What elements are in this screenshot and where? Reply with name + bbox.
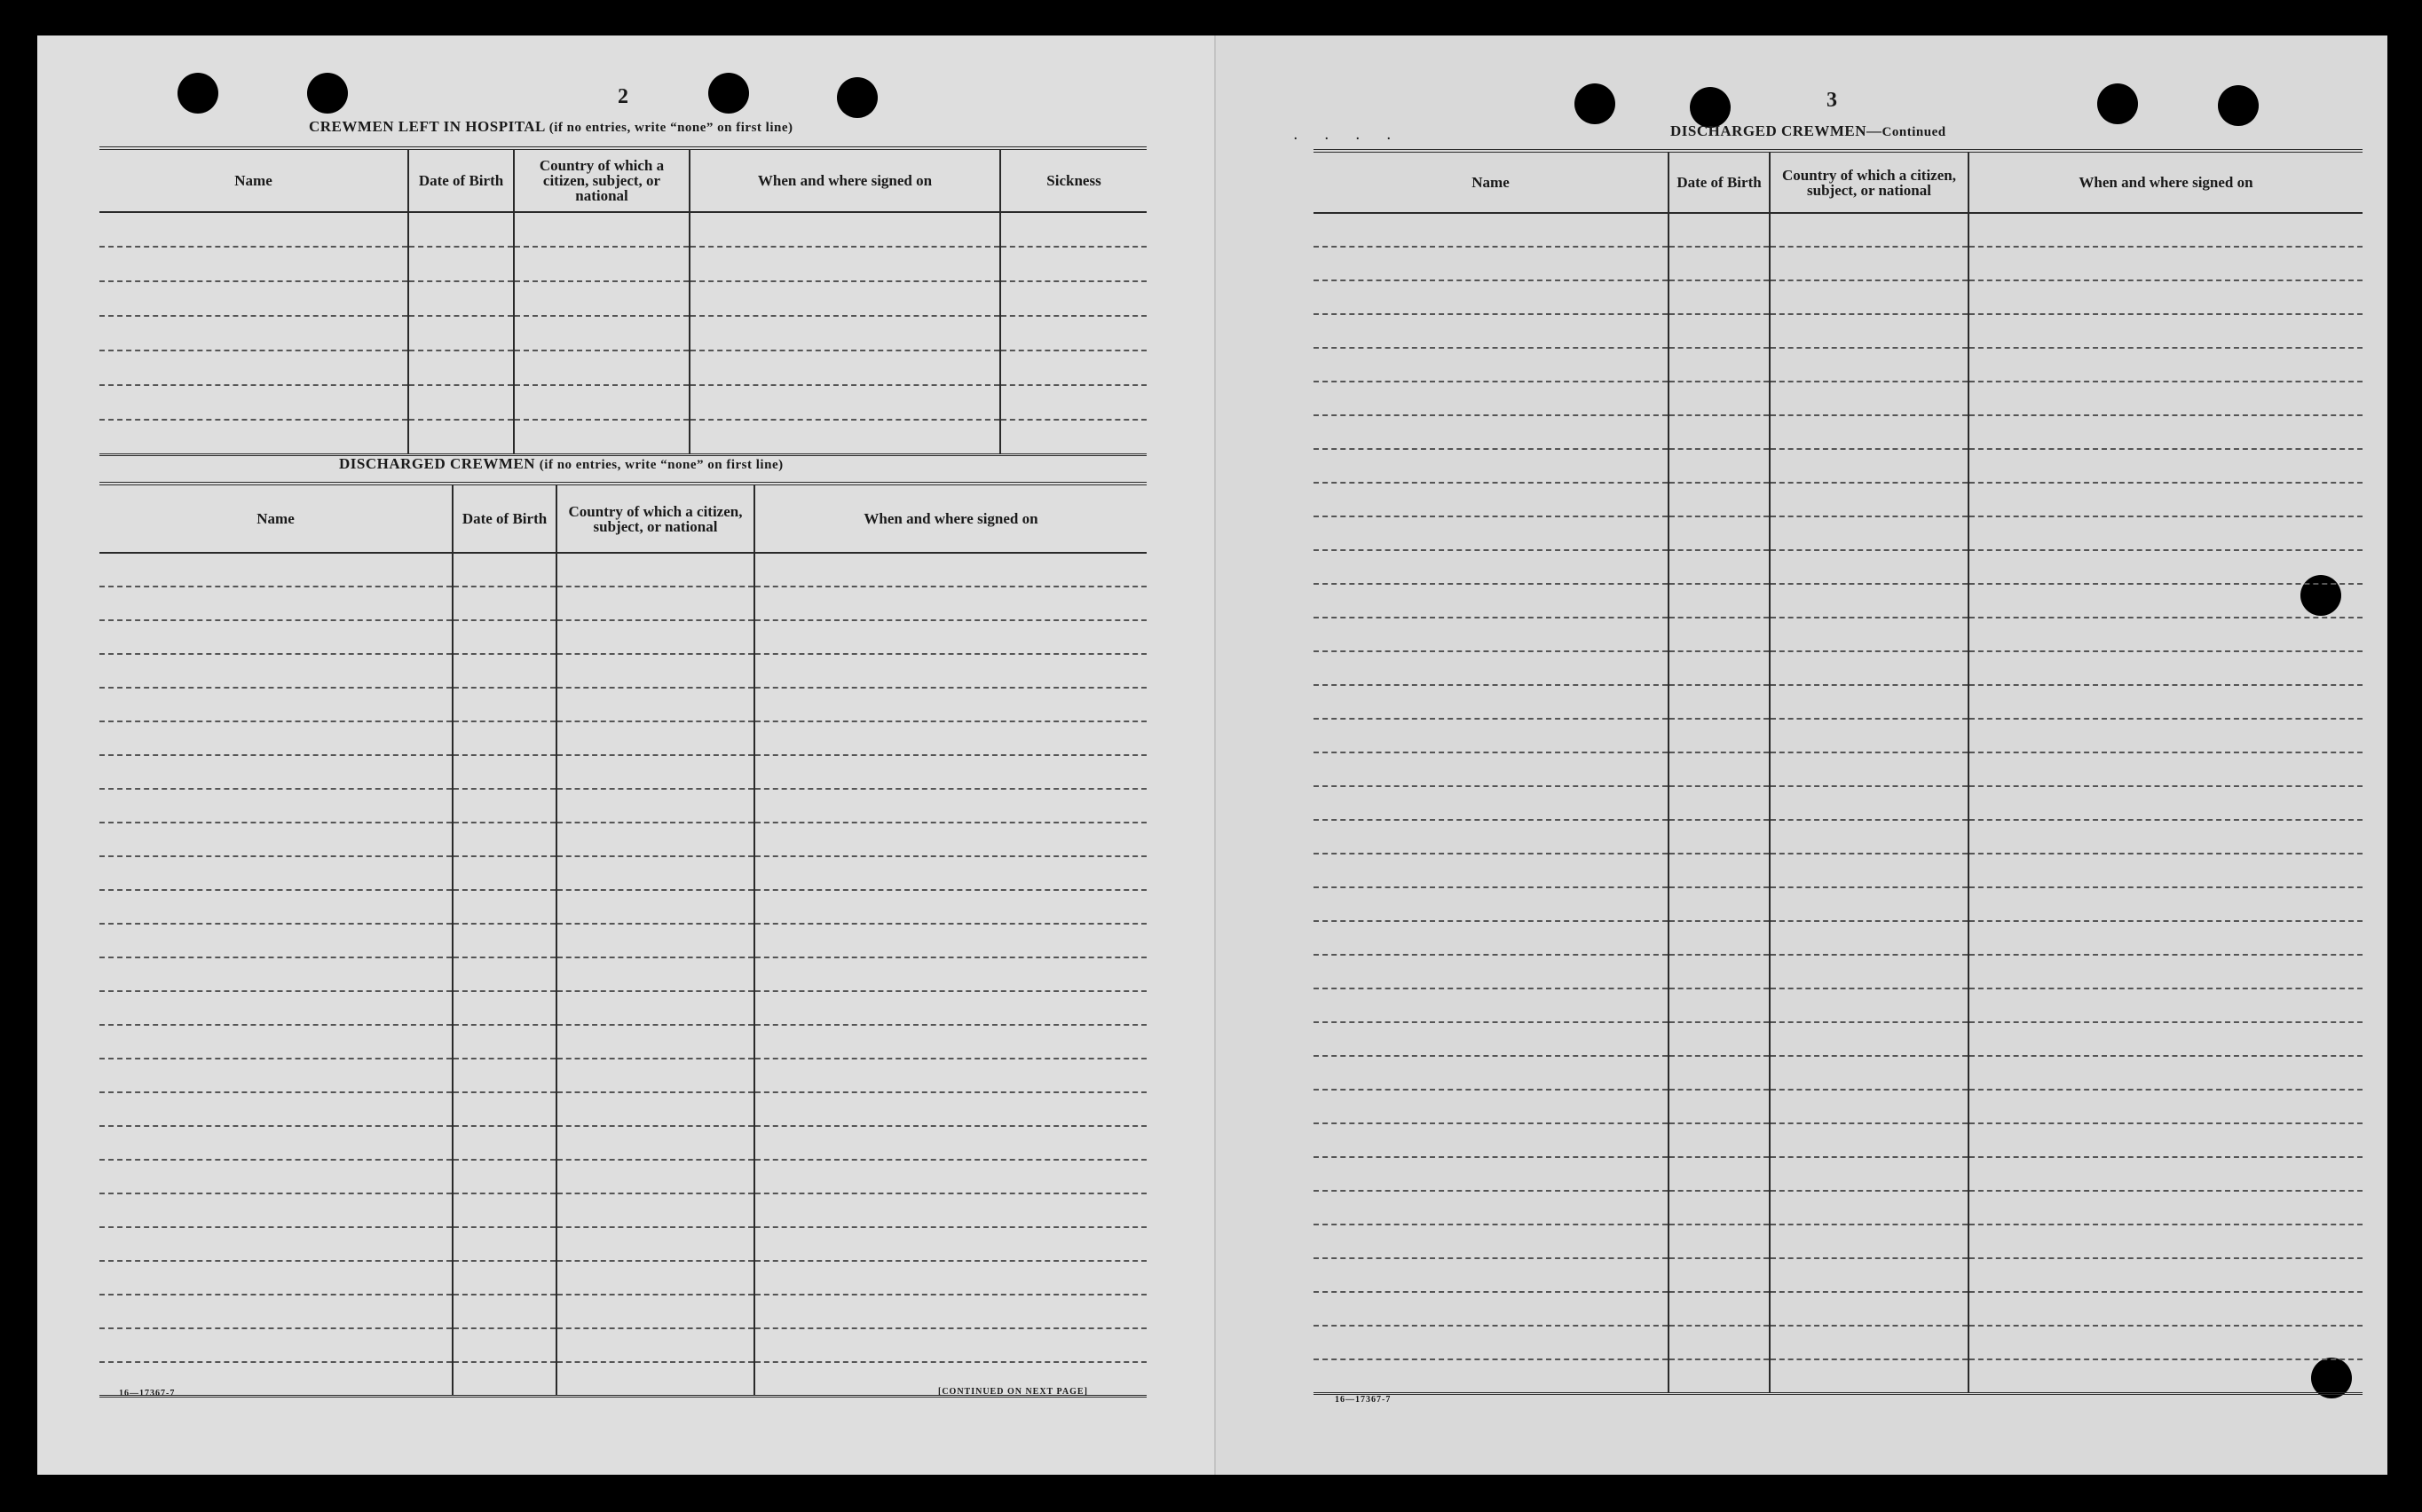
punch-hole [2097, 83, 2138, 124]
table-row[interactable] [99, 420, 1147, 454]
table-row[interactable] [99, 1193, 1147, 1227]
punch-hole [178, 73, 218, 114]
table-row[interactable] [1314, 988, 2363, 1022]
table-row[interactable] [1314, 685, 2363, 719]
form-code: 16—17367-7 [119, 1389, 176, 1398]
table-row[interactable] [1314, 1056, 2363, 1090]
table-row[interactable] [1314, 719, 2363, 752]
table-row[interactable] [99, 755, 1147, 789]
table-row[interactable] [99, 823, 1147, 856]
table-row[interactable] [1314, 651, 2363, 685]
table-row[interactable] [1314, 314, 2363, 348]
table-row[interactable] [99, 1261, 1147, 1295]
table-row[interactable] [99, 385, 1147, 420]
table-row[interactable] [1314, 1359, 2363, 1393]
col-date-of-birth: Date of Birth [408, 148, 514, 212]
table-row[interactable] [99, 1227, 1147, 1261]
page-number: 2 [618, 85, 628, 108]
hospital-section-title [309, 118, 793, 136]
table-row[interactable] [99, 1295, 1147, 1328]
discharged-continued-label: Continued [1882, 125, 1946, 139]
table-row[interactable] [1314, 280, 2363, 314]
table-row[interactable] [99, 1092, 1147, 1126]
table-row[interactable] [99, 553, 1147, 587]
col-country: Country of which a citizen, subject, or national [556, 484, 754, 553]
page-number: 3 [1826, 89, 1837, 112]
table-row[interactable] [99, 924, 1147, 957]
table-row[interactable] [1314, 382, 2363, 415]
table-row[interactable] [99, 1160, 1147, 1193]
table-row[interactable] [1314, 752, 2363, 786]
table-row[interactable] [1314, 415, 2363, 449]
lead-dots: . . . . [1294, 130, 1403, 143]
discharged-title-note: (if no entries, write “none” on first line) [539, 458, 784, 472]
table-row[interactable] [1314, 1022, 2363, 1056]
table-row[interactable] [1314, 213, 2363, 247]
table-row[interactable] [99, 654, 1147, 688]
hospital-title-text: CREWMEN LEFT IN HOSPITAL [309, 118, 545, 135]
col-name: Name [99, 148, 408, 212]
punch-hole [1574, 83, 1615, 124]
discharged-continued-title-text: DISCHARGED CREWMEN— [1670, 122, 1882, 139]
table-row[interactable] [1314, 449, 2363, 483]
table-row[interactable] [1314, 1090, 2363, 1123]
table-row[interactable] [99, 957, 1147, 991]
table-row[interactable] [99, 890, 1147, 924]
table-row[interactable] [1314, 1258, 2363, 1292]
col-date-of-birth: Date of Birth [1669, 151, 1770, 213]
table-row[interactable] [99, 247, 1147, 281]
col-signed-on: When and where signed on [754, 484, 1147, 553]
table-row[interactable] [1314, 955, 2363, 988]
table-row[interactable] [99, 721, 1147, 755]
col-country: Country of which a citizen, subject, or national [1770, 151, 1968, 213]
discharged-table [99, 482, 1147, 1398]
table-row[interactable] [1314, 550, 2363, 584]
table-row[interactable] [99, 350, 1147, 385]
discharged-continued-title [1670, 122, 1946, 140]
col-country: Country of which a citizen, subject, or national [514, 148, 690, 212]
col-sickness: Sickness [1000, 148, 1147, 212]
punch-hole [2218, 85, 2259, 126]
page-2 [37, 35, 1216, 1475]
continued-note: [CONTINUED ON NEXT PAGE] [938, 1387, 1088, 1397]
table-row[interactable] [1314, 618, 2363, 651]
table-row[interactable] [99, 620, 1147, 654]
page-3 [1216, 35, 2387, 1475]
table-row[interactable] [99, 991, 1147, 1025]
table-row[interactable] [99, 212, 1147, 247]
col-name: Name [1314, 151, 1669, 213]
form-sheet [37, 35, 2387, 1475]
col-signed-on: When and where signed on [1968, 151, 2363, 213]
table-row[interactable] [99, 789, 1147, 823]
table-row[interactable] [99, 1025, 1147, 1059]
table-row[interactable] [1314, 516, 2363, 550]
table-row[interactable] [1314, 786, 2363, 820]
punch-hole [837, 77, 878, 118]
table-row[interactable] [99, 281, 1147, 316]
table-row[interactable] [99, 1328, 1147, 1362]
table-row[interactable] [1314, 887, 2363, 921]
table-row[interactable] [1314, 483, 2363, 516]
form-code: 16—17367-7 [1335, 1395, 1392, 1405]
table-row[interactable] [1314, 854, 2363, 887]
hospital-table [99, 146, 1147, 456]
table-row[interactable] [1314, 247, 2363, 280]
table-row[interactable] [1314, 1123, 2363, 1157]
table-row[interactable] [1314, 1157, 2363, 1191]
col-name: Name [99, 484, 453, 553]
table-row[interactable] [99, 587, 1147, 620]
table-row[interactable] [99, 316, 1147, 350]
table-row[interactable] [1314, 921, 2363, 955]
discharged-section-title [339, 455, 784, 473]
discharged-title-text: DISCHARGED CREWMEN [339, 455, 536, 472]
table-row[interactable] [1314, 1326, 2363, 1359]
table-row[interactable] [99, 1059, 1147, 1092]
table-row[interactable] [1314, 348, 2363, 382]
col-signed-on: When and where signed on [690, 148, 1000, 212]
table-row[interactable] [1314, 1225, 2363, 1258]
discharged-continued-table [1314, 149, 2363, 1395]
table-row[interactable] [99, 688, 1147, 721]
table-row[interactable] [1314, 1191, 2363, 1225]
punch-hole [307, 73, 348, 114]
table-row[interactable] [1314, 584, 2363, 618]
col-date-of-birth: Date of Birth [453, 484, 556, 553]
table-row[interactable] [1314, 1292, 2363, 1326]
hospital-title-note: (if no entries, write “none” on first line) [548, 121, 793, 135]
table-row[interactable] [99, 1126, 1147, 1160]
table-row[interactable] [1314, 820, 2363, 854]
punch-hole [708, 73, 749, 114]
table-row[interactable] [99, 856, 1147, 890]
